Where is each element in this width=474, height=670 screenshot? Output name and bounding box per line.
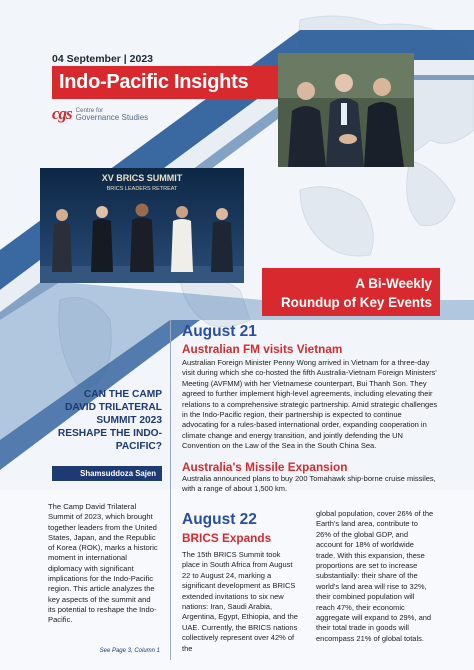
continue-link[interactable]: See Page 3, Column 1 <box>99 648 160 654</box>
feature-question: CAN THE CAMP DAVID TRILATERAL SUMMIT 2023 RESHAPE THE INDO-PACIFIC? <box>57 389 162 452</box>
camp-david-photo <box>278 53 414 167</box>
aug21-headline-2: Australia's Missile Expansion <box>182 460 348 474</box>
issue-date: 04 September | 2023 <box>52 53 153 65</box>
column-divider <box>170 320 171 660</box>
logo-mark: cgs <box>52 104 72 123</box>
aug21-headline-1: Australian FM visits Vietnam <box>182 342 343 356</box>
logo-line-1: Centre for <box>75 106 104 114</box>
feature-author: Shamsuddoza Sajen <box>52 466 162 481</box>
aug22-body-col-2: global population, cover 26% of the Earth's land area, contribute to 26% of the global GDP, and account for 18% of worldwide trade. With this expansion, these proportions are set to increase substantially: their share of the world's land area will rise to 32%, their combined population will reach 47%, their economic aggregate will expand to 29%, and their total trade in goods will encompass 21% of global totals. <box>316 509 434 643</box>
roundup-line-1: A Bi-Weekly <box>355 276 432 291</box>
feature-body: The Camp David Trilateral Summit of 2023, which brought together leaders from the United States, Japan, and the Republic of Korea (ROK), marks a historic moment in international diplomacy with significant implications for the Indo-Pacific region. This article analyzes the key aspects of the summit and its potential to reshape the Indo-Pacific. <box>48 502 158 625</box>
publication-title: Indo-Pacific Insights <box>59 71 249 93</box>
brics-banner-line-2: BRICS LEADERS RETREAT <box>106 186 178 192</box>
cgs-logo <box>52 104 148 124</box>
roundup-line-2: Roundup of Key Events <box>280 295 432 310</box>
brics-summit-photo <box>40 168 244 283</box>
logo-text <box>76 107 149 122</box>
aug21-body-2: Australia announced plans to buy 200 Tomahawk ship-borne cruise missiles, with a range of about 1,500 km. <box>182 474 436 494</box>
brics-banner-line-1: XV BRICS SUMMIT <box>101 173 183 183</box>
masthead-title-bar <box>52 66 278 99</box>
aug21-date: August 21 <box>182 323 257 340</box>
aug22-headline: BRICS Expands <box>182 531 272 545</box>
aug22-date: August 22 <box>182 511 257 528</box>
logo-line-2: Governance Studies <box>75 113 149 122</box>
aug21-body-1: Australian Foreign Minister Penny Wong arrived in Vietnam for a three-day visit during which she co-hosted the fifth Australia-Vietnam Foreign Ministers' Meeting (AVFMM) with her Vietnamese counterpart, Bui Thanh Son. They agreed to further implement high-level agreements, including elevating their relations to a comprehensive strategic partnership. Amid strategic challenges in the Indo-Pacific region, their partnership is expected to continue advocating for a rules-based international order, expanding cooperation in climate change and energy transition, and jointly defending the UN Convention on the Law of the Sea in the South China Sea. <box>182 358 438 451</box>
roundup-banner <box>262 268 440 316</box>
aug22-body-col-1: The 15th BRICS Summit took place in South Africa from August 22 to August 24, marking a significant development as BRICS extended invitations to six new nations: Iran, Saudi Arabia, Argentina, Egypt, Ethiopia, and the UAE. Currently, the BRICS nations collectively represent over 42% of the <box>182 550 298 653</box>
